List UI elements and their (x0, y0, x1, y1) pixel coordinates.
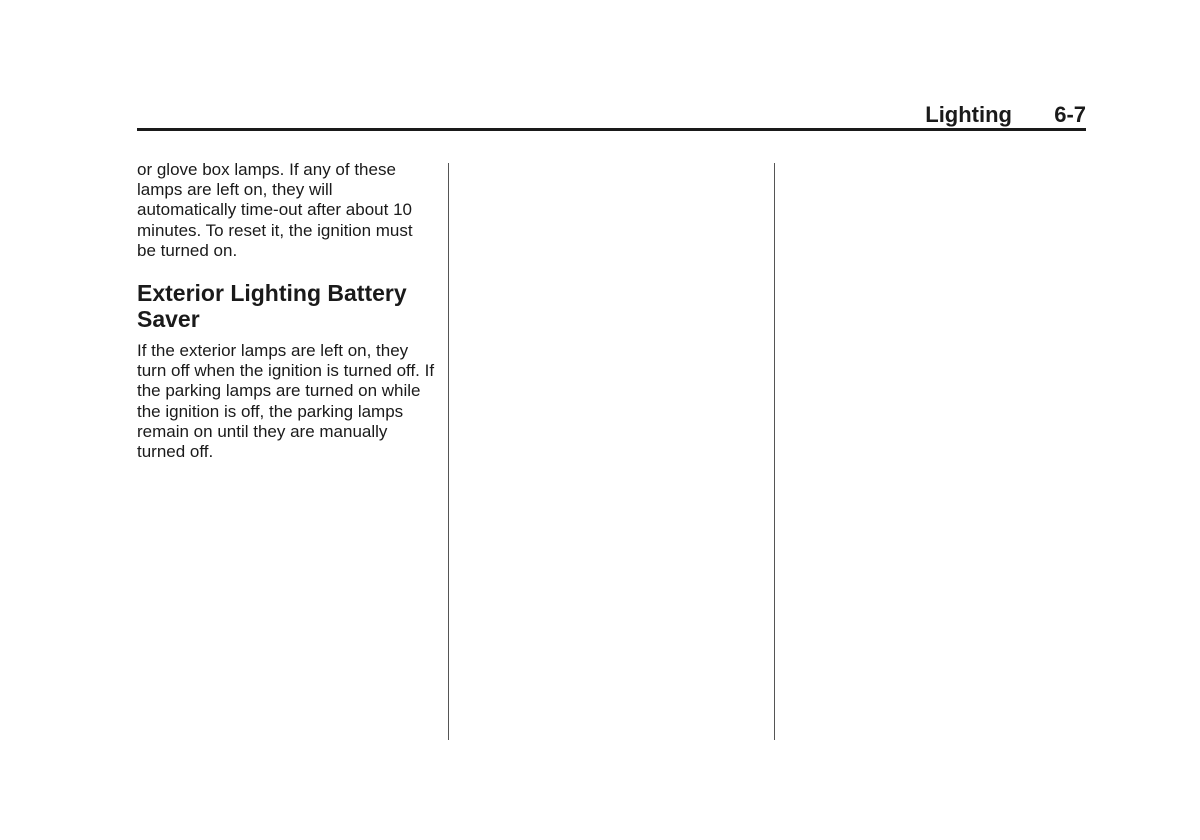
page-header (137, 100, 1086, 130)
section-heading: Exterior Lighting Battery Saver (137, 280, 407, 333)
column-divider-1 (448, 163, 449, 740)
section-title: Lighting (925, 102, 1012, 127)
column-divider-2 (774, 163, 775, 740)
header-rule (137, 128, 1086, 131)
page-number: 6-7 (1054, 102, 1086, 127)
section-paragraph: If the exterior lamps are left on, they turn off when the ignition is turned off. If the parking lamps are turned on while the ignition is off, the parking lamps remain on until they are manually turned off. (137, 341, 435, 462)
text-column-1 (137, 160, 435, 462)
continued-paragraph: or glove box lamps. If any of these lamps are left on, they will automatically time-out after about 10 minutes. To reset it, the ignition must be turned on. (137, 160, 413, 260)
